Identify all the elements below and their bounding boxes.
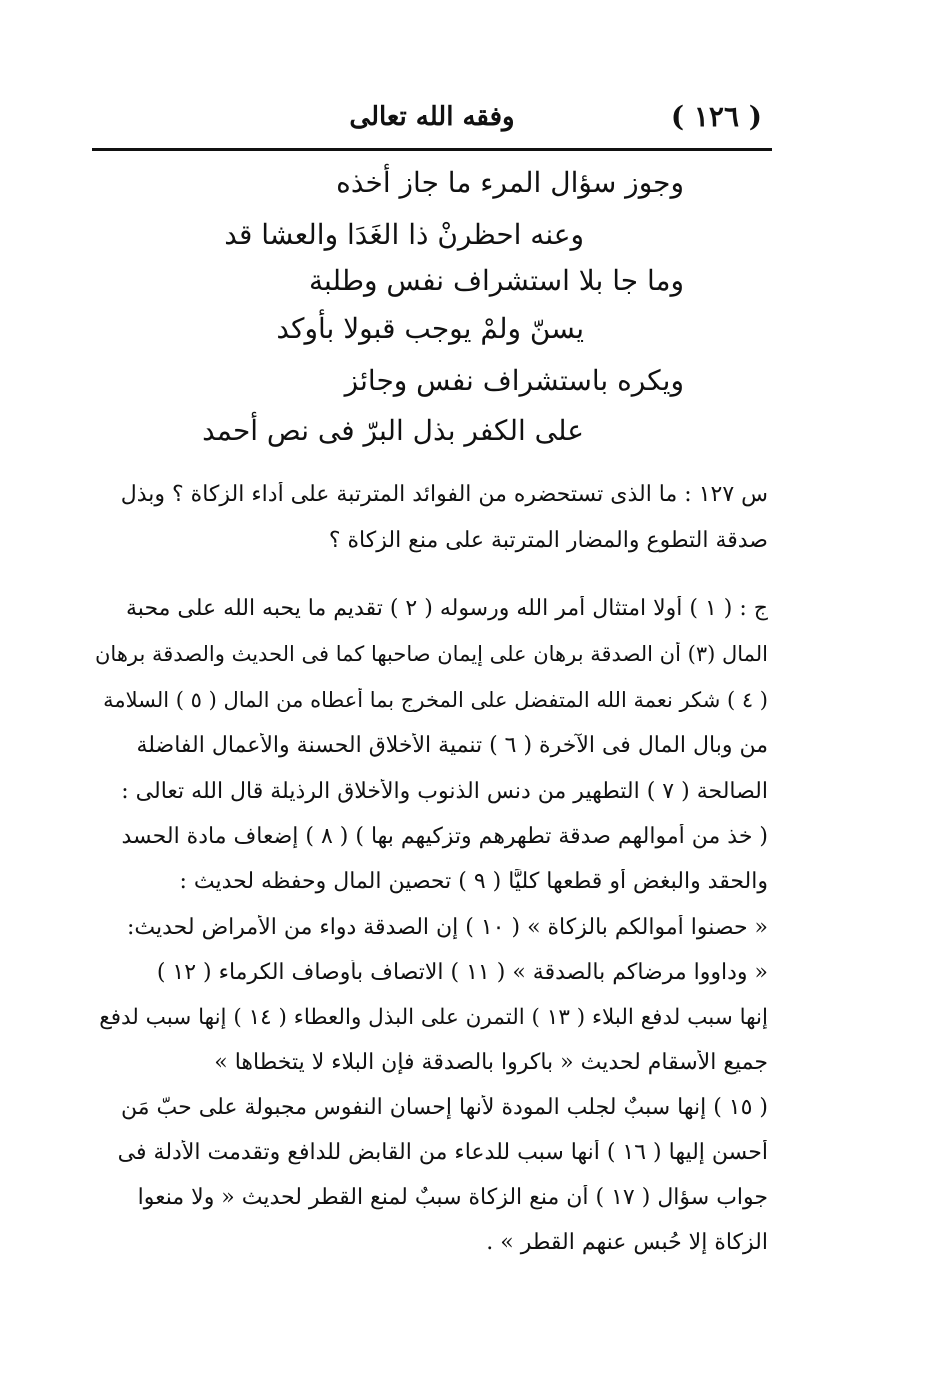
header-rule: [92, 148, 772, 151]
answer-line: إنها سبب لدفع البلاء ( ١٣ ) التمرن على البذل والعطاء ( ١٤ ) إنها سبب لدفع: [99, 1005, 768, 1030]
answer-line: ( ٤ ) شكر نعمة الله المتفضل على المخرج بما أعطاه من المال ( ٥ ) السلامة: [103, 688, 768, 712]
verse-line: وما جا بلا استشراف نفس وطلبة: [308, 264, 684, 297]
answer-line: الزكاة إلا حُبس عنهم القطر » .: [486, 1230, 768, 1255]
running-header: [92, 96, 772, 144]
answer-line: من وبال المال فى الآخرة ( ٦ ) تنمية الأخلاق الحسنة والأعمال الفاضلة: [136, 733, 768, 758]
answer-line: المال (٣) أن الصدقة برهان على إيمان صاحبها كما فى الحديث والصدقة برهان: [95, 642, 768, 666]
running-title: وفقه الله تعالى: [349, 102, 515, 132]
question-line: صدقة التطوع والمضار المترتبة على منع الزكاة ؟: [328, 528, 768, 553]
question-line: س ١٢٧ : ما الذى تستحضره من الفوائد المترتبة على أداء الزكاة ؟ وبذل: [120, 482, 768, 507]
answer-line: ( ١٥ ) إنها سببٌ لجلب المودة لأنها إحسان النفوس مجبولة على حبّ مَن: [121, 1095, 768, 1120]
verse-line: ويكره باستشراف نفس وجائز: [344, 364, 684, 397]
answer-line: ( خذ من أموالهم صدقة تطهرهم وتزكيهم بها ) ( ٨ ) إضعاف مادة الحسد: [121, 824, 768, 849]
answer-line: « حصنوا أموالكم بالزكاة » ( ١٠ ) إن الصدقة دواء من الأمراض لحديث:: [127, 915, 768, 940]
answer-line: الصالحة ( ٧ ) التطهير من دنس الذنوب والأخلاق الرذيلة قال الله تعالى :: [121, 779, 768, 804]
verse-line: على الكفر بذل البرّ فى نص أحمد: [202, 414, 584, 447]
answer-line: والحقد والبغض أو قطعها كليًّا ( ٩ ) تحصين المال وحفظه لحديث :: [179, 869, 768, 894]
verse-line: يسنّ ولمْ يوجب قبولا بأوكد: [276, 312, 584, 345]
answer-line: « وداووا مرضاكم بالصدقة » ( ١١ ) الاتصاف بأوصاف الكرماء ( ١٢ ): [156, 960, 768, 985]
answer-line: جميع الأسقام لحديث « باكروا بالصدقة فإن البلاء لا يتخطاها »: [214, 1050, 768, 1075]
verse-line: وجوز سؤال المرء ما جاز أخذه: [336, 166, 684, 199]
answer-line: أحسن إليها ( ١٦ ) أنها سبب للدعاء من القابض للدافع وتقدمت الأدلة فى: [117, 1140, 768, 1165]
verse-line: وعنه احظرنْ ذا الغَدَا والعشا قد: [224, 218, 584, 251]
page-number: ( ١٢٦ ): [670, 100, 762, 133]
answer-line: جواب سؤال ( ١٧ ) أن منع الزكاة سببٌ لمنع القطر لحديث « ولا منعوا: [137, 1185, 768, 1210]
answer-line: ج : ( ١ ) أولا امتثال أمر الله ورسوله ( ٢ ) تقديم ما يحبه الله على محبة: [126, 596, 768, 621]
